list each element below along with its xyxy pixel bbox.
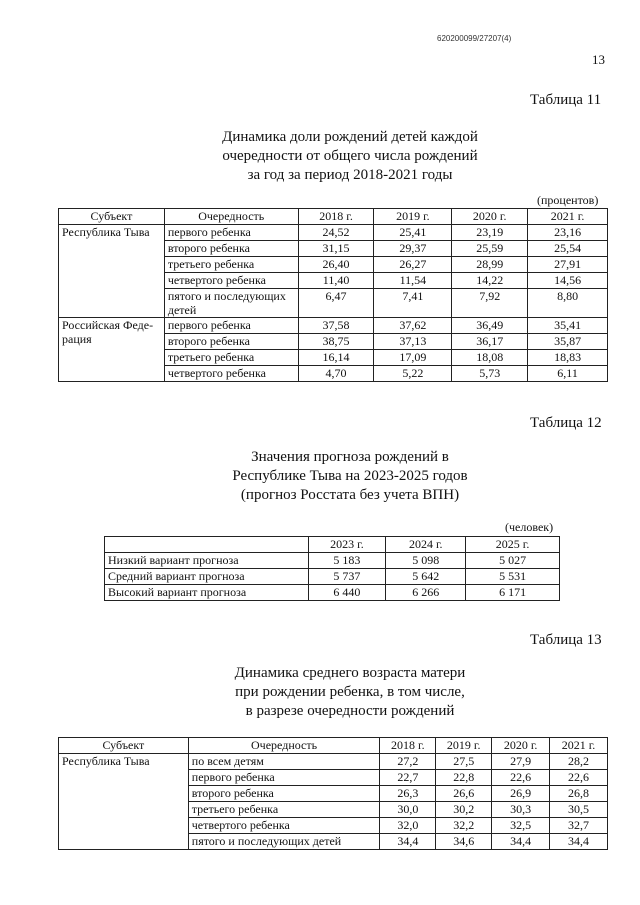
value-cell: 30,2 [436, 802, 492, 818]
value-cell: 18,83 [528, 350, 608, 366]
order-cell: четвертого ребенка [164, 273, 298, 289]
header-empty [105, 537, 309, 553]
value-cell: 36,17 [452, 334, 528, 350]
value-cell: 26,8 [550, 786, 608, 802]
table-13-label: Таблица 13 [530, 632, 602, 648]
value-cell: 16,14 [298, 350, 374, 366]
value-cell: 30,3 [492, 802, 550, 818]
table-11-title-line: очередности от общего числа рождений [222, 148, 478, 164]
value-cell: 36,49 [452, 318, 528, 334]
header-order: Очередность [164, 209, 298, 225]
value-cell: 22,6 [550, 770, 608, 786]
value-cell: 5 183 [308, 553, 386, 569]
order-cell: второго ребенка [188, 786, 380, 802]
value-cell: 14,22 [452, 273, 528, 289]
value-cell: 37,13 [374, 334, 452, 350]
value-cell: 6 440 [308, 585, 386, 601]
order-cell: четвертого ребенка [188, 818, 380, 834]
value-cell: 26,9 [492, 786, 550, 802]
value-cell: 27,91 [528, 257, 608, 273]
value-cell: 27,5 [436, 754, 492, 770]
value-cell: 6,47 [298, 289, 374, 318]
header-2019: 2019 г. [436, 738, 492, 754]
value-cell: 5 737 [308, 569, 386, 585]
table-11 [58, 208, 608, 382]
value-cell: 23,16 [528, 225, 608, 241]
table-13-title-line: Динамика среднего возраста матери [234, 665, 466, 681]
value-cell: 5 642 [386, 569, 466, 585]
table-11-title-line: за год за период 2018-2021 годы [247, 167, 453, 183]
table-11-label: Таблица 11 [530, 92, 602, 108]
value-cell: 5 531 [466, 569, 560, 585]
value-cell: 37,62 [374, 318, 452, 334]
value-cell: 25,41 [374, 225, 452, 241]
order-cell: по всем детям [188, 754, 380, 770]
header-subject: Субъект [59, 209, 165, 225]
subject-cell: Республика Тыва [59, 754, 189, 850]
value-cell: 34,4 [492, 834, 550, 850]
subject-cell: Российская Феде-рация [59, 318, 165, 382]
value-cell: 27,9 [492, 754, 550, 770]
value-cell: 26,27 [374, 257, 452, 273]
order-cell: пятого и последующих детей [188, 834, 380, 850]
value-cell: 22,8 [436, 770, 492, 786]
value-cell: 38,75 [298, 334, 374, 350]
table-12 [104, 536, 560, 601]
table-13-title-line: в разрезе очередности рождений [245, 703, 455, 719]
value-cell: 8,80 [528, 289, 608, 318]
value-cell: 34,6 [436, 834, 492, 850]
header-2020: 2020 г. [452, 209, 528, 225]
value-cell: 5 098 [386, 553, 466, 569]
value-cell: 35,87 [528, 334, 608, 350]
header-2020: 2020 г. [492, 738, 550, 754]
value-cell: 32,0 [380, 818, 436, 834]
value-cell: 18,08 [452, 350, 528, 366]
order-cell: третьего ребенка [164, 257, 298, 273]
header-2024: 2024 г. [386, 537, 466, 553]
header-2018: 2018 г. [380, 738, 436, 754]
order-cell: третьего ребенка [164, 350, 298, 366]
header-order: Очередность [188, 738, 380, 754]
header-2025: 2025 г. [466, 537, 560, 553]
value-cell: 32,7 [550, 818, 608, 834]
value-cell: 26,3 [380, 786, 436, 802]
value-cell: 6 266 [386, 585, 466, 601]
order-cell: четвертого ребенка [164, 366, 298, 382]
subject-cell: Республика Тыва [59, 225, 165, 318]
value-cell: 5,22 [374, 366, 452, 382]
order-cell: пятого и последующих детей [164, 289, 298, 318]
header-2019: 2019 г. [374, 209, 452, 225]
table-11-units: (процентов) [537, 193, 599, 207]
header-2021: 2021 г. [550, 738, 608, 754]
order-cell: первого ребенка [164, 318, 298, 334]
header-2021: 2021 г. [528, 209, 608, 225]
table-12-title-line: Значения прогноза рождений в [251, 449, 449, 465]
value-cell: 30,0 [380, 802, 436, 818]
table-row [59, 754, 608, 770]
header-2023: 2023 г. [308, 537, 386, 553]
value-cell: 31,15 [298, 241, 374, 257]
page-number: 13 [592, 52, 605, 67]
value-cell: 24,52 [298, 225, 374, 241]
value-cell: 17,09 [374, 350, 452, 366]
table-12-units: (человек) [505, 520, 554, 534]
value-cell: 34,4 [380, 834, 436, 850]
value-cell: 37,58 [298, 318, 374, 334]
table-12-title [120, 448, 580, 505]
order-cell: третьего ребенка [188, 802, 380, 818]
value-cell: 32,2 [436, 818, 492, 834]
header-subject: Субъект [59, 738, 189, 754]
order-cell: первого ребенка [188, 770, 380, 786]
table-row [59, 318, 608, 334]
value-cell: 7,92 [452, 289, 528, 318]
value-cell: 6,11 [528, 366, 608, 382]
value-cell: 35,41 [528, 318, 608, 334]
variant-cell: Высокий вариант прогноза [105, 585, 309, 601]
value-cell: 11,54 [374, 273, 452, 289]
value-cell: 5 027 [466, 553, 560, 569]
header-2018: 2018 г. [298, 209, 374, 225]
table-row [105, 569, 560, 585]
table-12-title-line: (прогноз Росстата без учета ВПН) [240, 487, 460, 503]
value-cell: 11,40 [298, 273, 374, 289]
value-cell: 4,70 [298, 366, 374, 382]
order-cell: второго ребенка [164, 241, 298, 257]
value-cell: 22,6 [492, 770, 550, 786]
value-cell: 29,37 [374, 241, 452, 257]
table-13 [58, 737, 608, 850]
variant-cell: Низкий вариант прогноза [105, 553, 309, 569]
value-cell: 23,19 [452, 225, 528, 241]
value-cell: 26,40 [298, 257, 374, 273]
table-header-row [59, 209, 608, 225]
value-cell: 22,7 [380, 770, 436, 786]
value-cell: 26,6 [436, 786, 492, 802]
table-11-title-line: Динамика доли рождений детей каждой [222, 129, 478, 145]
value-cell: 5,73 [452, 366, 528, 382]
table-12-title-line: Республике Тыва на 2023-2025 годов [232, 468, 468, 484]
table-row [105, 553, 560, 569]
order-cell: первого ребенка [164, 225, 298, 241]
table-12-label: Таблица 12 [530, 415, 602, 431]
table-13-title [120, 664, 580, 721]
table-header-row [105, 537, 560, 553]
value-cell: 7,41 [374, 289, 452, 318]
value-cell: 28,99 [452, 257, 528, 273]
value-cell: 28,2 [550, 754, 608, 770]
value-cell: 6 171 [466, 585, 560, 601]
value-cell: 25,54 [528, 241, 608, 257]
value-cell: 27,2 [380, 754, 436, 770]
table-row [105, 585, 560, 601]
table-11-title [120, 128, 580, 185]
value-cell: 30,5 [550, 802, 608, 818]
table-13-title-line: при рождении ребенка, в том числе, [235, 684, 465, 700]
table-row [59, 225, 608, 241]
value-cell: 14,56 [528, 273, 608, 289]
variant-cell: Средний вариант прогноза [105, 569, 309, 585]
table-header-row [59, 738, 608, 754]
value-cell: 32,5 [492, 818, 550, 834]
value-cell: 25,59 [452, 241, 528, 257]
value-cell: 34,4 [550, 834, 608, 850]
document-id: 620200099/27207(4) [437, 34, 512, 43]
order-cell: второго ребенка [164, 334, 298, 350]
